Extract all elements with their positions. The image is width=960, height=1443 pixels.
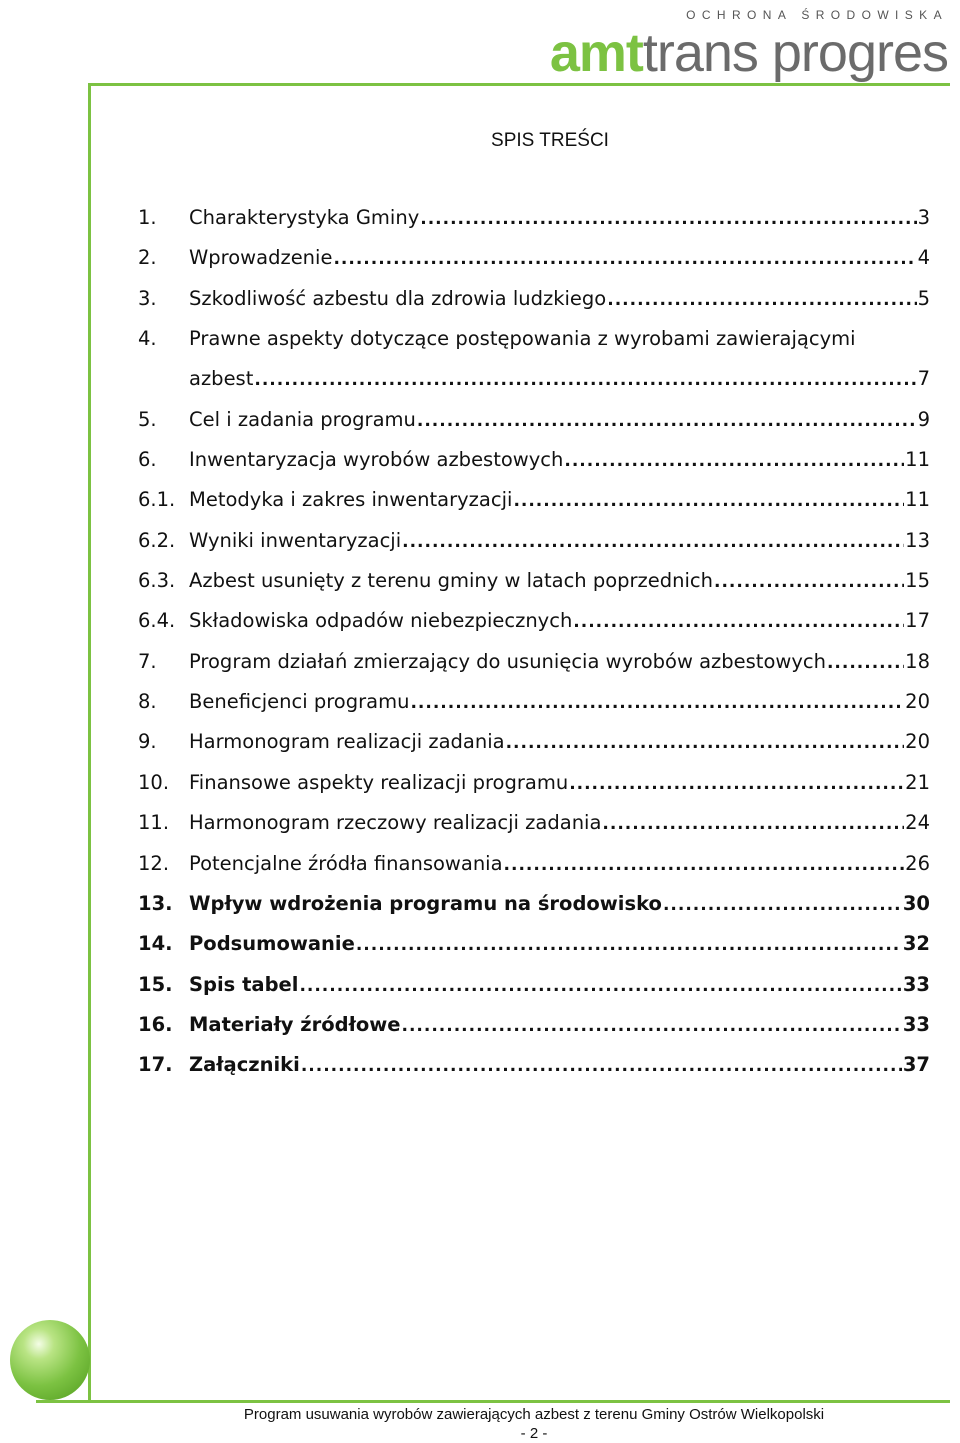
toc-entry-number: 4. xyxy=(138,327,157,351)
toc-entry-title: Metodyka i zakres inwentaryzacji xyxy=(189,488,513,512)
toc-entry[interactable] xyxy=(138,238,930,278)
toc-entry-page: 26 xyxy=(905,851,930,875)
toc-entry-number: 5. xyxy=(138,407,157,431)
frame-top-border xyxy=(88,83,950,86)
company-logo xyxy=(549,6,948,83)
dot-leader xyxy=(714,572,904,592)
toc-entry-line xyxy=(189,973,930,996)
toc-entry-title: Załączniki xyxy=(189,1053,300,1077)
dot-leader xyxy=(827,653,904,673)
toc-entry-number: 12. xyxy=(138,851,170,875)
toc-entry-title-continuation: azbest xyxy=(189,367,254,391)
dot-leader xyxy=(356,935,902,955)
dot-leader xyxy=(513,491,904,511)
toc-entry[interactable] xyxy=(138,279,930,319)
toc-entry-title: Harmonogram realizacji zadania xyxy=(189,730,505,754)
toc-entry-line xyxy=(189,852,930,875)
toc-entry-number: 16. xyxy=(138,1012,173,1036)
toc-entry-page: 5 xyxy=(917,286,930,310)
toc-entry-line xyxy=(189,932,930,955)
dot-leader xyxy=(301,1056,902,1076)
toc-entry-title: Wpływ wdrożenia programu na środowisko xyxy=(189,891,662,915)
toc-entry-line xyxy=(189,569,930,592)
toc-entry-page: 7 xyxy=(917,367,930,391)
toc-entry-line xyxy=(189,367,930,390)
toc-entry-page: 11 xyxy=(905,488,930,512)
frame-bottom-border xyxy=(36,1400,950,1403)
toc-entry-page: 32 xyxy=(902,932,930,956)
toc-entry[interactable] xyxy=(138,440,930,480)
toc-entry-page: 3 xyxy=(917,206,930,229)
toc-entry-line xyxy=(189,246,930,269)
toc-entry[interactable] xyxy=(138,844,930,884)
footer-page-number: - 2 - xyxy=(520,1425,548,1442)
toc-entry[interactable] xyxy=(138,924,930,964)
toc-entry[interactable] xyxy=(138,884,930,924)
toc-entry-line xyxy=(189,730,930,753)
toc-entry-line xyxy=(189,650,930,673)
toc-entry-line xyxy=(189,408,930,431)
green-sphere-ornament xyxy=(10,1320,90,1400)
toc-entry-page: 17 xyxy=(905,609,930,633)
toc-entry-number: 6.4. xyxy=(138,609,176,633)
toc-entry[interactable] xyxy=(138,198,930,238)
dot-leader xyxy=(607,290,916,310)
toc-entry-number: 3. xyxy=(138,286,157,310)
toc-entry-title: Szkodliwość azbestu dla zdrowia ludzkiego xyxy=(189,286,607,310)
toc-entry-page: 13 xyxy=(905,528,930,552)
toc-entry-page: 37 xyxy=(902,1053,930,1077)
logo-wordmark xyxy=(549,23,948,83)
toc-entry-page: 20 xyxy=(905,690,930,714)
toc-entry[interactable] xyxy=(138,682,930,722)
toc-entry-number: 6.1. xyxy=(138,488,176,512)
toc-entry-number: 13. xyxy=(138,891,173,915)
toc-entry-page: 4 xyxy=(917,246,930,270)
toc-entry-title: Beneficjenci programu xyxy=(189,690,410,714)
toc-entry-number: 9. xyxy=(138,730,157,754)
toc-entry-page: 15 xyxy=(905,569,930,593)
toc-entry[interactable] xyxy=(138,803,930,843)
toc-entry-page: 30 xyxy=(902,891,930,915)
toc-entry[interactable] xyxy=(138,480,930,520)
toc-entry-title: Wyniki inwentaryzacji xyxy=(189,528,402,552)
toc-entry-number: 11. xyxy=(138,811,170,835)
toc-entry-page: 11 xyxy=(905,448,930,472)
toc-entry-line xyxy=(189,488,930,511)
toc-entry-title: Inwentaryzacja wyrobów azbestowych xyxy=(189,448,564,472)
toc-entry-title: Harmonogram rzeczowy realizacji zadania xyxy=(189,811,602,835)
toc-entry-line xyxy=(189,206,930,229)
toc-entry-number: 17. xyxy=(138,1053,173,1077)
toc-entry-page: 18 xyxy=(905,649,930,673)
toc-entry-title: Składowiska odpadów niebezpiecznych xyxy=(189,609,573,633)
dot-leader xyxy=(402,1016,902,1036)
toc-entry[interactable] xyxy=(138,561,930,601)
dot-leader xyxy=(299,976,901,996)
dot-leader xyxy=(573,612,904,632)
toc-entry-page: 20 xyxy=(905,730,930,754)
dot-leader xyxy=(417,411,917,431)
toc-entry[interactable] xyxy=(138,763,930,803)
toc-entry-title: Charakterystyka Gminy xyxy=(189,206,420,229)
toc-entry-page: 24 xyxy=(905,811,930,835)
toc-entry-number: 6.3. xyxy=(138,569,176,593)
logo-tagline: OCHRONA ŚRODOWISKA xyxy=(686,8,948,22)
dot-leader xyxy=(663,895,902,915)
dot-leader xyxy=(254,370,916,390)
toc-entry-line xyxy=(189,287,930,310)
toc-entry-number: 15. xyxy=(138,972,173,996)
toc-entry-number: 2. xyxy=(138,246,157,270)
toc-title: SPIS TREŚCI xyxy=(491,130,609,151)
frame-left-border xyxy=(88,83,91,1403)
dot-leader xyxy=(564,451,904,471)
dot-leader xyxy=(333,249,916,269)
toc-entry-page: 33 xyxy=(902,972,930,996)
dot-leader xyxy=(504,855,905,875)
toc-entry-page: 9 xyxy=(917,407,930,431)
toc-entry-line xyxy=(189,811,930,834)
dot-leader xyxy=(402,532,904,552)
toc-entry[interactable] xyxy=(138,601,930,641)
toc-entry-title: Potencjalne źródła finansowania xyxy=(189,851,503,875)
toc-entry-line xyxy=(189,448,930,471)
toc-entry-title: Azbest usunięty z terenu gminy w latach poprzednich xyxy=(189,569,714,593)
toc-entry-line xyxy=(189,609,930,632)
toc-entry[interactable] xyxy=(138,722,930,762)
dot-leader xyxy=(602,814,904,834)
toc-entry-title: Program działań zmierzający do usunięcia wyrobów azbestowych xyxy=(189,649,826,673)
logo-rest: trans progres xyxy=(642,23,948,83)
dot-leader xyxy=(420,209,916,229)
toc-entry[interactable] xyxy=(138,642,930,682)
toc-entry-number: 7. xyxy=(138,649,157,673)
toc-entry-page: 33 xyxy=(902,1012,930,1036)
table-of-contents xyxy=(138,198,930,1086)
toc-entry-title: Spis tabel xyxy=(189,972,299,996)
toc-entry[interactable] xyxy=(138,521,930,561)
toc-entry[interactable] xyxy=(138,319,930,400)
toc-entry-line xyxy=(189,690,930,713)
toc-entry-title: Materiały źródłowe xyxy=(189,1012,401,1036)
logo-brand: amt xyxy=(549,23,643,83)
toc-entry-title: Podsumowanie xyxy=(189,932,355,956)
toc-entry-number: 14. xyxy=(138,932,173,956)
footer-text: Program usuwania wyrobów zawierających azbest z terenu Gminy Ostrów Wielkopolski xyxy=(243,1406,825,1423)
toc-entry-title: Prawne aspekty dotyczące postępowania z wyrobami zawierającymi xyxy=(189,327,856,351)
toc-entry-number: 10. xyxy=(138,770,170,794)
toc-entry-line xyxy=(189,771,930,794)
toc-entry-page: 21 xyxy=(905,770,930,794)
toc-entry-line xyxy=(189,1053,930,1076)
dot-leader xyxy=(410,693,904,713)
toc-entry-title: Finansowe aspekty realizacji programu xyxy=(189,770,569,794)
toc-entry[interactable] xyxy=(138,1045,930,1085)
toc-entry[interactable] xyxy=(138,1005,930,1045)
toc-entry-line xyxy=(189,529,930,552)
dot-leader xyxy=(569,774,904,794)
toc-entry-number: 6.2. xyxy=(138,528,176,552)
dot-leader xyxy=(506,733,905,753)
toc-entry-title: Wprowadzenie xyxy=(189,246,333,270)
toc-entry-line xyxy=(189,892,930,915)
toc-entry-title: Cel i zadania programu xyxy=(189,407,416,431)
toc-entry-line xyxy=(189,1013,930,1036)
toc-entry[interactable] xyxy=(138,965,930,1005)
toc-entry[interactable] xyxy=(138,400,930,440)
toc-entry-number: 8. xyxy=(138,690,157,714)
toc-entry-number: 6. xyxy=(138,448,157,472)
toc-entry-number: 1. xyxy=(138,206,157,229)
